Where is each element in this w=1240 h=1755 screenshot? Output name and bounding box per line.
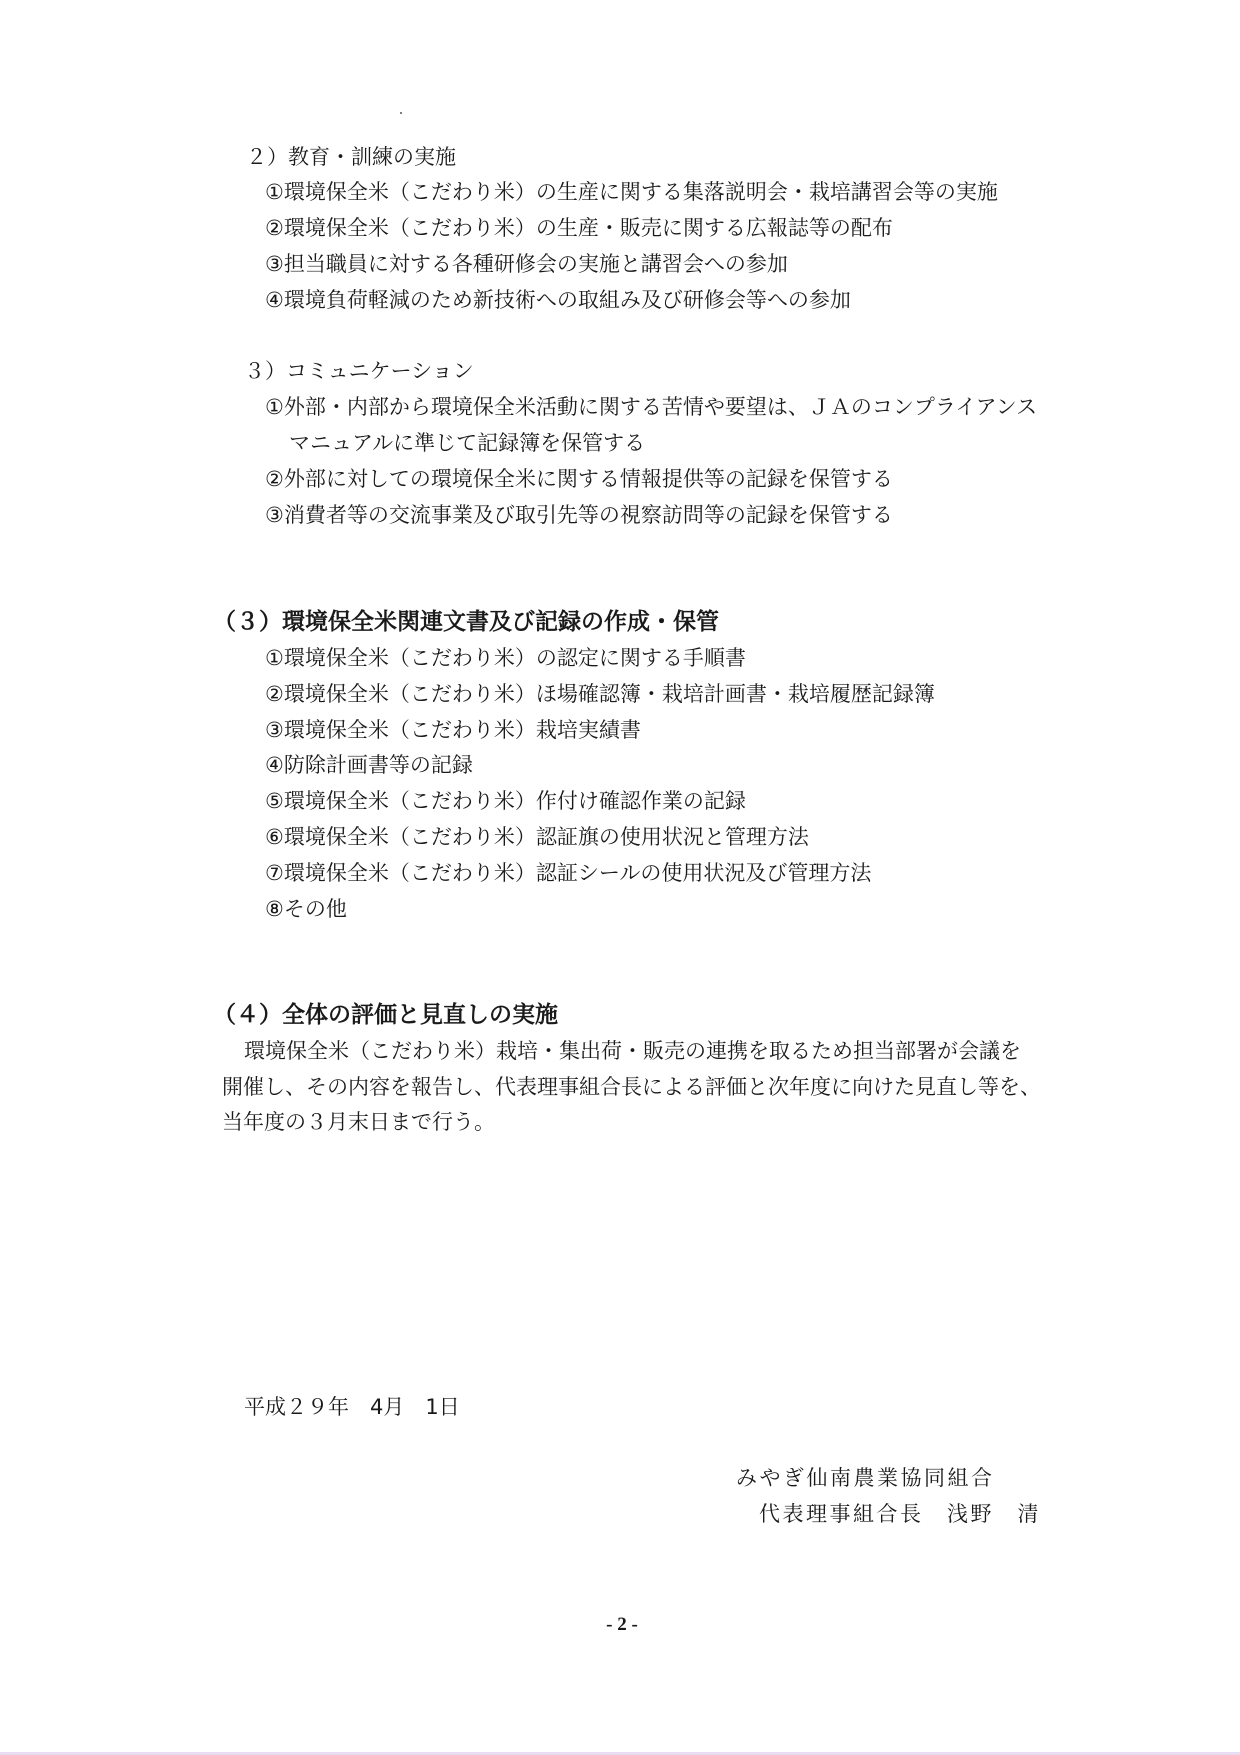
records-item-3: ③環境保全米（こだわり米）栽培実績書 — [265, 718, 641, 742]
section-2-heading: ２）教育・訓練の実施 — [246, 145, 456, 169]
section-3-item-3: ③消費者等の交流事業及び取引先等の視察訪問等の記録を保管する — [265, 503, 893, 527]
review-paragraph-line-1: 環境保全米（こだわり米）栽培・集出荷・販売の連携を取るため担当部署が会議を — [244, 1039, 1021, 1063]
section-3-item-1: ①外部・内部から環境保全米活動に関する苦情や要望は、ＪＡのコンプライアンス — [265, 395, 1038, 419]
records-item-7: ⑦環境保全米（こだわり米）認証シールの使用状況及び管理方法 — [265, 861, 872, 885]
records-item-8: ⑧その他 — [265, 897, 347, 921]
section-2-item-1: ①環境保全米（こだわり米）の生産に関する集落説明会・栽培講習会等の実施 — [265, 180, 998, 204]
records-item-4: ④防除計画書等の記録 — [265, 753, 473, 777]
signature-organization: みやぎ仙南農業協同組合 — [736, 1466, 995, 1490]
section-3-item-2: ②外部に対しての環境保全米に関する情報提供等の記録を保管する — [265, 467, 893, 491]
records-item-1: ①環境保全米（こだわり米）の認定に関する手順書 — [265, 646, 746, 670]
signature-representative: 代表理事組合長 浅野 清 — [759, 1502, 1041, 1526]
review-paragraph-line-3: 当年度の３月末日まで行う。 — [222, 1110, 495, 1134]
section-2-item-3: ③担当職員に対する各種研修会の実施と講習会への参加 — [265, 252, 788, 276]
records-item-6: ⑥環境保全米（こだわり米）認証旗の使用状況と管理方法 — [265, 825, 809, 849]
records-heading: （３）環境保全米関連文書及び記録の作成・保管 — [213, 609, 719, 635]
review-heading: （４）全体の評価と見直しの実施 — [213, 1002, 558, 1028]
scan-speck — [400, 112, 402, 114]
section-3-heading: ３）コミュニケーション — [244, 359, 474, 383]
section-2-item-4: ④環境負荷軽減のため新技術への取組み及び研修会等への参加 — [265, 288, 851, 312]
section-3-item-1-continued: マニュアルに準じて記録簿を保管する — [289, 431, 646, 455]
section-2-item-2: ②環境保全米（こだわり米）の生産・販売に関する広報誌等の配布 — [265, 216, 893, 240]
review-paragraph-line-2: 開催し、その内容を報告し、代表理事組合長による評価と次年度に向けた見直し等を、 — [222, 1075, 1041, 1099]
records-item-5: ⑤環境保全米（こだわり米）作付け確認作業の記録 — [265, 789, 746, 813]
document-date: 平成２９年 4月 1日 — [244, 1395, 460, 1419]
page-number: - 2 - — [606, 1614, 638, 1635]
records-item-2: ②環境保全米（こだわり米）ほ場確認簿・栽培計画書・栽培履歴記録簿 — [265, 682, 935, 706]
